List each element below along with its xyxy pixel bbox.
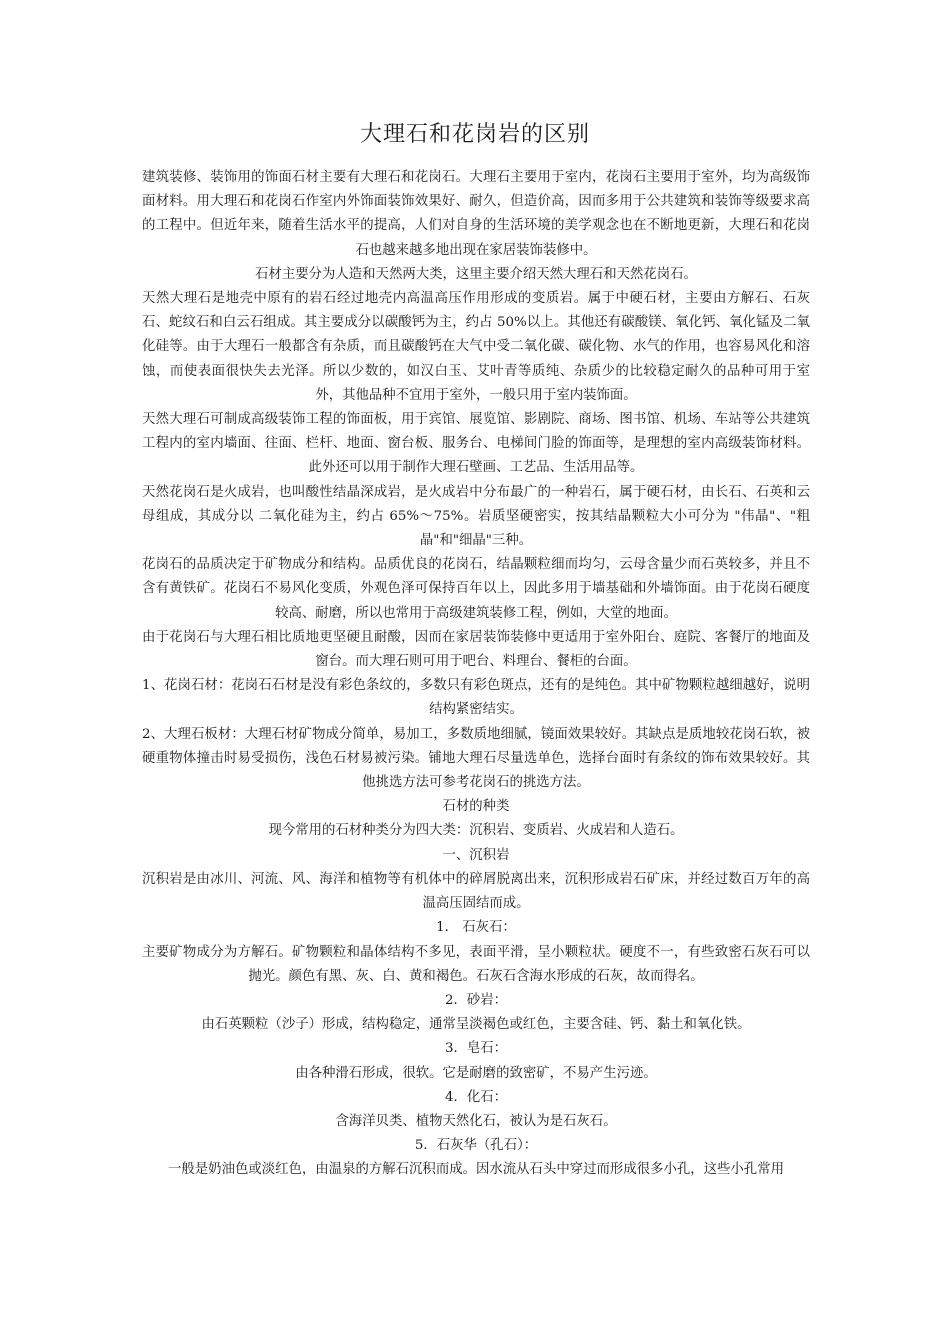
paragraph-sandstone: 由石英颗粒（沙子）形成，结构稳定，通常呈淡褐色或红色，主要含硅、钙、黏土和氧化铁。 xyxy=(201,1017,751,1033)
section-heading-stone-types: 石材的种类 xyxy=(442,799,510,815)
paragraph-marble-selection: 2、大理石板材：大理石材矿物成分简单，易加工，多数质地细腻，镜面效果较好。其缺点是质地较花岗石软，被硬重物体撞击时易受损伤，浅色石材易被污染。铺地大理石尽量选单色，选择台面时有条纹的饰布效果较好。其他挑选方法可参考花岗石的挑选方法。 xyxy=(142,726,810,791)
paragraph-categories: 石材主要分为人造和天然两大类，这里主要介绍天然大理石和天然花岗石。 xyxy=(255,266,697,282)
paragraph-intro: 建筑装修、装饰用的饰面石材主要有大理石和花岗石。大理石主要用于室内，花岗石主要用于室外，均为高级饰面材料。用大理石和花岗石作室内外饰面装饰效果好、耐久，但造价高，因而多用于公共建筑和装饰等级要求高的工程中。但近年来，随着生活水平的提高，人们对自身的生活环境的美学观念也在不断地更新，大理石和花岗石也越来越多地出现在家居装饰装修中。 xyxy=(142,170,810,258)
paragraph-granite-selection: 1、花岗石材：花岗石石材是没有彩色条纹的，多数只有彩色斑点，还有的是纯色。其中矿物颗粒越细越好，说明结构紧密结实。 xyxy=(142,678,810,718)
subheading-travertine: 5．石灰华（孔石）： xyxy=(414,1138,538,1154)
subheading-soapstone: 3．皂石： xyxy=(444,1041,508,1057)
subheading-fossil: 4．化石： xyxy=(444,1089,508,1105)
subheading-limestone: 1． 石灰石： xyxy=(436,920,516,936)
paragraph-marble: 天然大理石是地壳中原有的岩石经过地壳内高温高压作用形成的变质岩。属于中硬石材，主要由方解石、石灰石、蛇纹石和白云石组成。其主要成分以碳酸钙为主，约占 50%以上。其他还有碳酸镁、氧化钙、氧化锰及二氧化硅等。由于大理石一般都含有杂质，而且碳酸钙在大气中受二氧化碳、碳化物、水气的作用，也容易风化和溶蚀，而使表面很快失去光泽。所以少数的，如汉白玉、艾叶青等质纯、杂质少的比较稳定耐久的品种可用于室外，其他品种不宜用于室外，一般只用于室内装饰面。 xyxy=(142,291,810,403)
paragraph-sedimentary: 沉积岩是由冰川、河流、风、海洋和植物等有机体中的碎屑脱离出来，沉积形成岩石矿床，并经过数百万年的高温高压固结而成。 xyxy=(142,871,810,912)
paragraph-travertine: 一般是奶油色或淡红色，由温泉的方解石沉积而成。因水流从石头中穿过而形成很多小孔，这些小孔常用 xyxy=(168,1162,784,1178)
subheading-sandstone: 2．砂岩： xyxy=(444,992,508,1008)
paragraph-marble-uses: 天然大理石可制成高级装饰工程的饰面板，用于宾馆、展览馆、影剧院、商场、图书馆、机场、车站等公共建筑工程内的室内墙面、往面、栏杆、地面、窗台板、服务台、电梯间门脸的饰面等，是理想的室内高级装饰材料。此外还可以用于制作大理石壁画、工艺品、生活用品等。 xyxy=(142,412,810,476)
document-title: 大理石和花岗岩的区别 xyxy=(359,122,590,147)
paragraph-fossil: 含海洋贝类、植物天然化石，被认为是石灰石。 xyxy=(335,1113,617,1129)
paragraph-limestone: 主要矿物成分为方解石。矿物颗粒和晶体结构不多见，表面平滑，呈小颗粒状。硬度不一，有些致密石灰石可以抛光。颜色有黑、灰、白、黄和褐色。石灰石含海水形成的石灰，故而得名。 xyxy=(142,944,810,984)
paragraph-granite: 天然花岗石是火成岩，也叫酸性结晶深成岩，是火成岩中分布最广的一种岩石，属于硬石材，由长石、石英和云母组成，其成分以 二氧化硅为主，约占 65%～75%。岩质坚硬密实，按其结晶颗粒大小可分为 "伟晶"、"粗晶"和"细晶"三种。 xyxy=(142,484,810,549)
paragraph-four-types: 现今常用的石材种类分为四大类：沉积岩、变质岩、火成岩和人造石。 xyxy=(268,823,684,839)
paragraph-soapstone: 由各种滑石形成，很软。它是耐磨的致密矿，不易产生污迹。 xyxy=(295,1065,657,1081)
paragraph-granite-quality: 花岗石的品质决定于矿物成分和结构。品质优良的花岗石，结晶颗粒细而均匀，云母含量少而石英较多，并且不含有黄铁矿。花岗石不易风化变质，外观色泽可保持百年以上，因此多用于墙基础和外墙饰面。由于花岗石硬度较高、耐磨，所以也常用于高级建筑装修工程，例如，大堂的地面。 xyxy=(142,557,810,621)
paragraph-home-use: 由于花岗石与大理石相比质地更坚硬且耐酸，因而在家居装饰装修中更适用于室外阳台、庭院、客餐厅的地面及窗台。而大理石则可用于吧台、料理台、餐柜的台面。 xyxy=(142,629,810,670)
section-heading-sedimentary: 一、沉积岩 xyxy=(442,847,510,863)
document-body xyxy=(142,166,810,1183)
